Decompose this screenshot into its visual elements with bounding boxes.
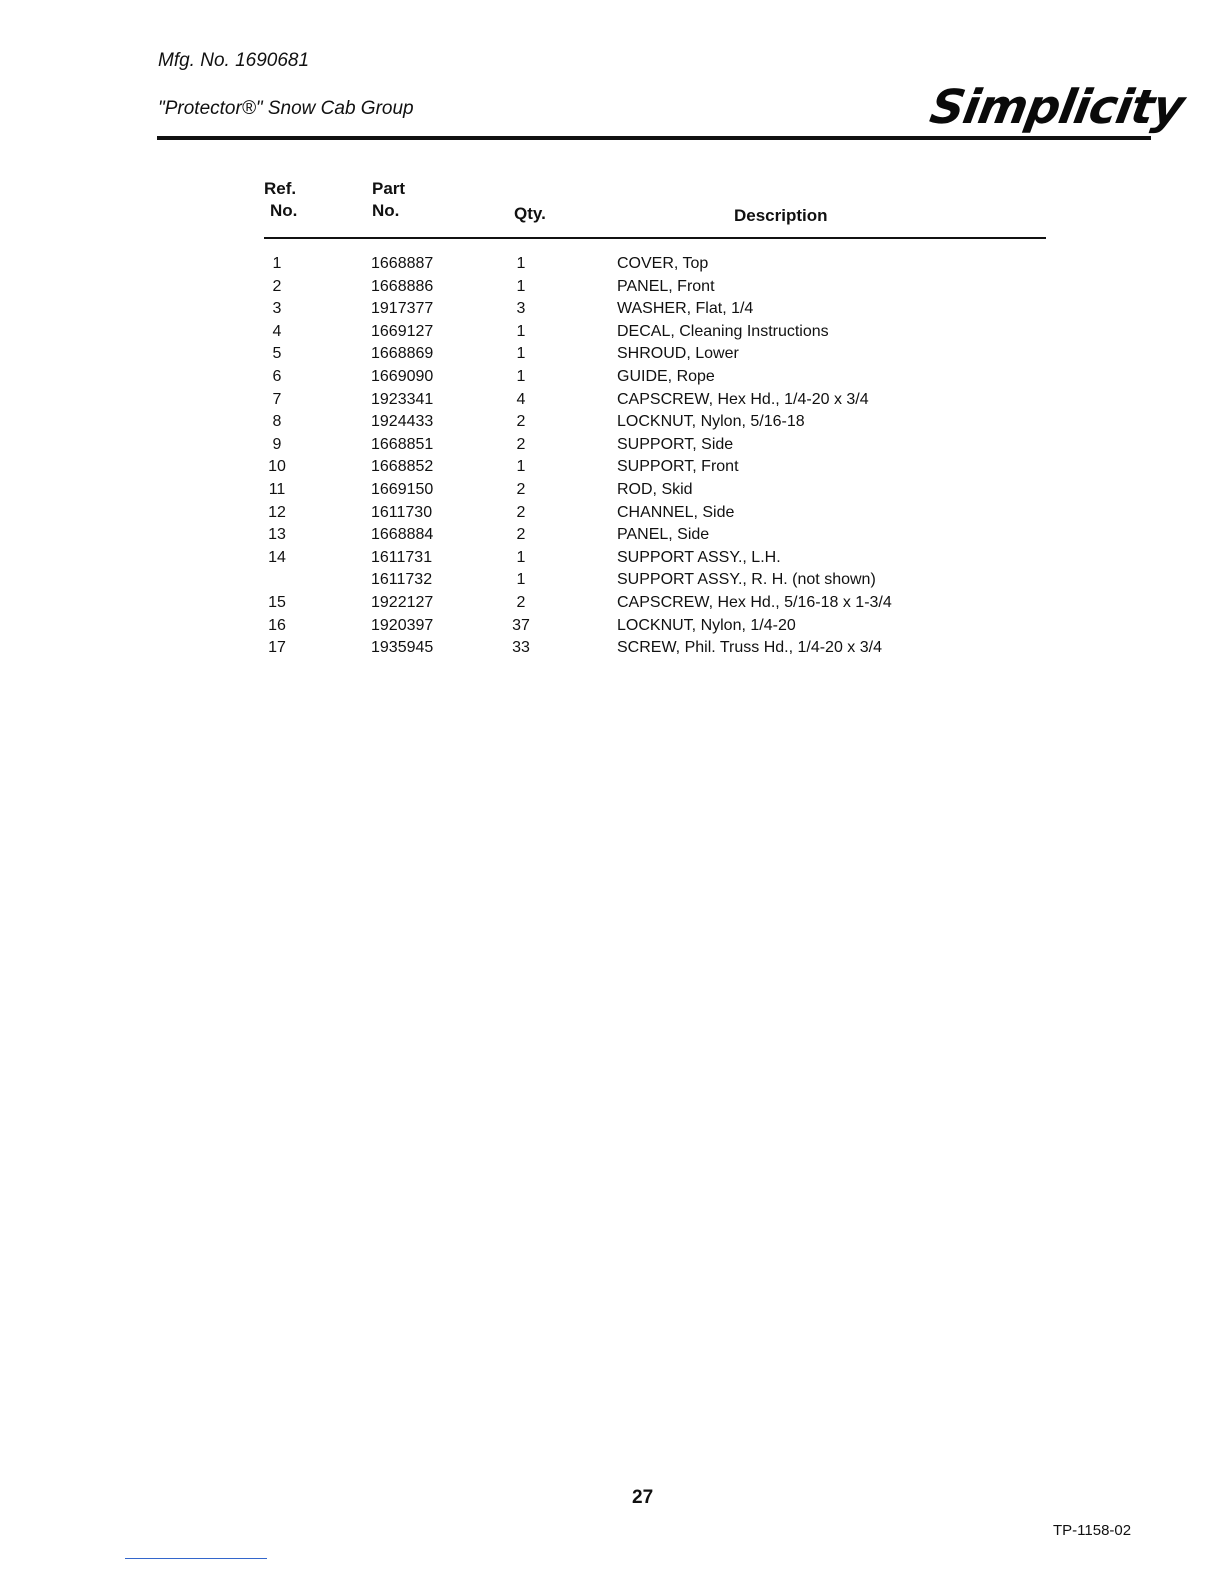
ref-cell: 15 bbox=[268, 593, 286, 611]
qty-cell: 4 bbox=[516, 390, 526, 408]
table-row bbox=[0, 276, 1224, 299]
description-cell: CAPSCREW, Hex Hd., 1/4-20 x 3/4 bbox=[617, 390, 869, 408]
part-number-cell: 1669127 bbox=[371, 322, 434, 340]
qty-cell: 1 bbox=[516, 548, 526, 566]
group-title: "Protector®" Snow Cab Group bbox=[158, 98, 414, 119]
part-number-cell: 1668869 bbox=[371, 345, 434, 363]
description-cell: COVER, Top bbox=[617, 255, 709, 272]
qty-cell: 2 bbox=[516, 526, 526, 544]
qty-cell: 37 bbox=[512, 616, 530, 634]
part-number-cell: 1920397 bbox=[371, 616, 434, 634]
table-row bbox=[0, 389, 1224, 412]
table-row bbox=[0, 434, 1224, 457]
description-cell: SCREW, Phil. Truss Hd., 1/4-20 x 3/4 bbox=[617, 639, 882, 657]
description-cell: SUPPORT, Front bbox=[617, 458, 739, 476]
qty-cell: 1 bbox=[516, 255, 526, 272]
ref-cell: 11 bbox=[268, 480, 286, 498]
parts-table bbox=[0, 253, 1224, 660]
ref-cell: 16 bbox=[268, 616, 286, 634]
col-header-part-line1: Part bbox=[372, 179, 406, 198]
part-number-cell: 1611732 bbox=[371, 571, 433, 589]
table-header-rule bbox=[264, 237, 1046, 239]
table-row bbox=[0, 502, 1224, 525]
col-header-ref-line1: Ref. bbox=[264, 179, 297, 198]
mfg-number: Mfg. No. 1690681 bbox=[158, 50, 310, 71]
ref-cell: 6 bbox=[272, 367, 282, 385]
footer-link-line bbox=[125, 1558, 267, 1559]
ref-cell: 14 bbox=[268, 548, 286, 566]
description-cell: PANEL, Side bbox=[617, 526, 710, 544]
table-row bbox=[0, 592, 1224, 615]
table-row bbox=[0, 411, 1224, 434]
qty-cell: 2 bbox=[516, 480, 526, 498]
part-number-cell: 1923341 bbox=[371, 390, 434, 408]
col-header-part-line2: No. bbox=[372, 201, 400, 220]
part-number-cell: 1917377 bbox=[371, 300, 434, 318]
qty-cell: 2 bbox=[516, 435, 526, 453]
description-cell: GUIDE, Rope bbox=[617, 367, 715, 385]
ref-cell: 9 bbox=[272, 435, 282, 453]
part-number-cell: 1668884 bbox=[371, 526, 434, 544]
part-number-cell: 1668851 bbox=[371, 435, 434, 453]
ref-cell: 4 bbox=[272, 322, 282, 340]
header-rule bbox=[157, 136, 1151, 140]
qty-cell: 33 bbox=[512, 639, 530, 657]
table-row bbox=[0, 456, 1224, 479]
ref-cell: 8 bbox=[272, 413, 282, 431]
description-cell: SUPPORT ASSY., L.H. bbox=[617, 548, 781, 566]
part-number-cell: 1935945 bbox=[371, 639, 434, 657]
description-cell: WASHER, Flat, 1/4 bbox=[617, 300, 754, 318]
part-number-cell: 1611730 bbox=[371, 503, 433, 521]
description-cell: CHANNEL, Side bbox=[617, 503, 735, 521]
qty-cell: 3 bbox=[516, 300, 526, 318]
ref-cell: 1 bbox=[272, 255, 282, 272]
table-row bbox=[0, 615, 1224, 638]
page-number: 27 bbox=[632, 1487, 654, 1508]
part-number-cell: 1669150 bbox=[371, 480, 434, 498]
description-cell: SUPPORT ASSY., R. H. (not shown) bbox=[617, 571, 876, 589]
table-row bbox=[0, 366, 1224, 389]
qty-cell: 2 bbox=[516, 413, 526, 431]
part-number-cell: 1922127 bbox=[371, 593, 434, 611]
ref-cell: 7 bbox=[272, 390, 282, 408]
table-row bbox=[0, 321, 1224, 344]
qty-cell: 1 bbox=[516, 367, 526, 385]
part-number-cell: 1668852 bbox=[371, 458, 434, 476]
ref-cell: 5 bbox=[272, 345, 282, 363]
ref-cell: 2 bbox=[272, 277, 282, 295]
col-header-part bbox=[372, 178, 405, 222]
table-row bbox=[0, 253, 1224, 276]
part-number-cell: 1924433 bbox=[371, 413, 434, 431]
col-header-description: Description bbox=[734, 206, 828, 225]
table-row bbox=[0, 343, 1224, 366]
simplicity-logo: Simplicity bbox=[926, 80, 1188, 135]
document-code: TP-1158-02 bbox=[1053, 1522, 1132, 1539]
description-cell: LOCKNUT, Nylon, 1/4-20 bbox=[617, 616, 796, 634]
part-number-cell: 1611731 bbox=[371, 548, 433, 566]
qty-cell: 2 bbox=[516, 593, 526, 611]
description-cell: SUPPORT, Side bbox=[617, 435, 734, 453]
description-cell: LOCKNUT, Nylon, 5/16-18 bbox=[617, 413, 805, 431]
part-number-cell: 1669090 bbox=[371, 367, 434, 385]
col-header-ref bbox=[264, 178, 297, 222]
table-row bbox=[0, 479, 1224, 502]
table-row bbox=[0, 547, 1224, 570]
qty-cell: 1 bbox=[516, 322, 526, 340]
table-row bbox=[0, 569, 1224, 592]
description-cell: CAPSCREW, Hex Hd., 5/16-18 x 1-3/4 bbox=[617, 593, 892, 611]
qty-cell: 1 bbox=[516, 277, 526, 295]
part-number-cell: 1668887 bbox=[371, 255, 434, 272]
table-row bbox=[0, 298, 1224, 321]
qty-cell: 2 bbox=[516, 503, 526, 521]
qty-cell: 1 bbox=[516, 458, 526, 476]
description-cell: DECAL, Cleaning Instructions bbox=[617, 322, 829, 340]
table-row bbox=[0, 524, 1224, 547]
ref-cell: 3 bbox=[272, 300, 282, 318]
ref-cell: 13 bbox=[268, 526, 286, 544]
qty-cell: 1 bbox=[516, 345, 526, 363]
ref-cell: 17 bbox=[268, 639, 286, 657]
part-number-cell: 1668886 bbox=[371, 277, 434, 295]
table-row bbox=[0, 637, 1224, 660]
description-cell: PANEL, Front bbox=[617, 277, 715, 295]
ref-cell: 10 bbox=[268, 458, 286, 476]
col-header-qty: Qty. bbox=[514, 204, 546, 223]
ref-cell: 12 bbox=[268, 503, 286, 521]
qty-cell: 1 bbox=[516, 571, 526, 589]
col-header-ref-line2: No. bbox=[270, 201, 298, 220]
description-cell: ROD, Skid bbox=[617, 480, 693, 498]
description-cell: SHROUD, Lower bbox=[617, 345, 739, 363]
